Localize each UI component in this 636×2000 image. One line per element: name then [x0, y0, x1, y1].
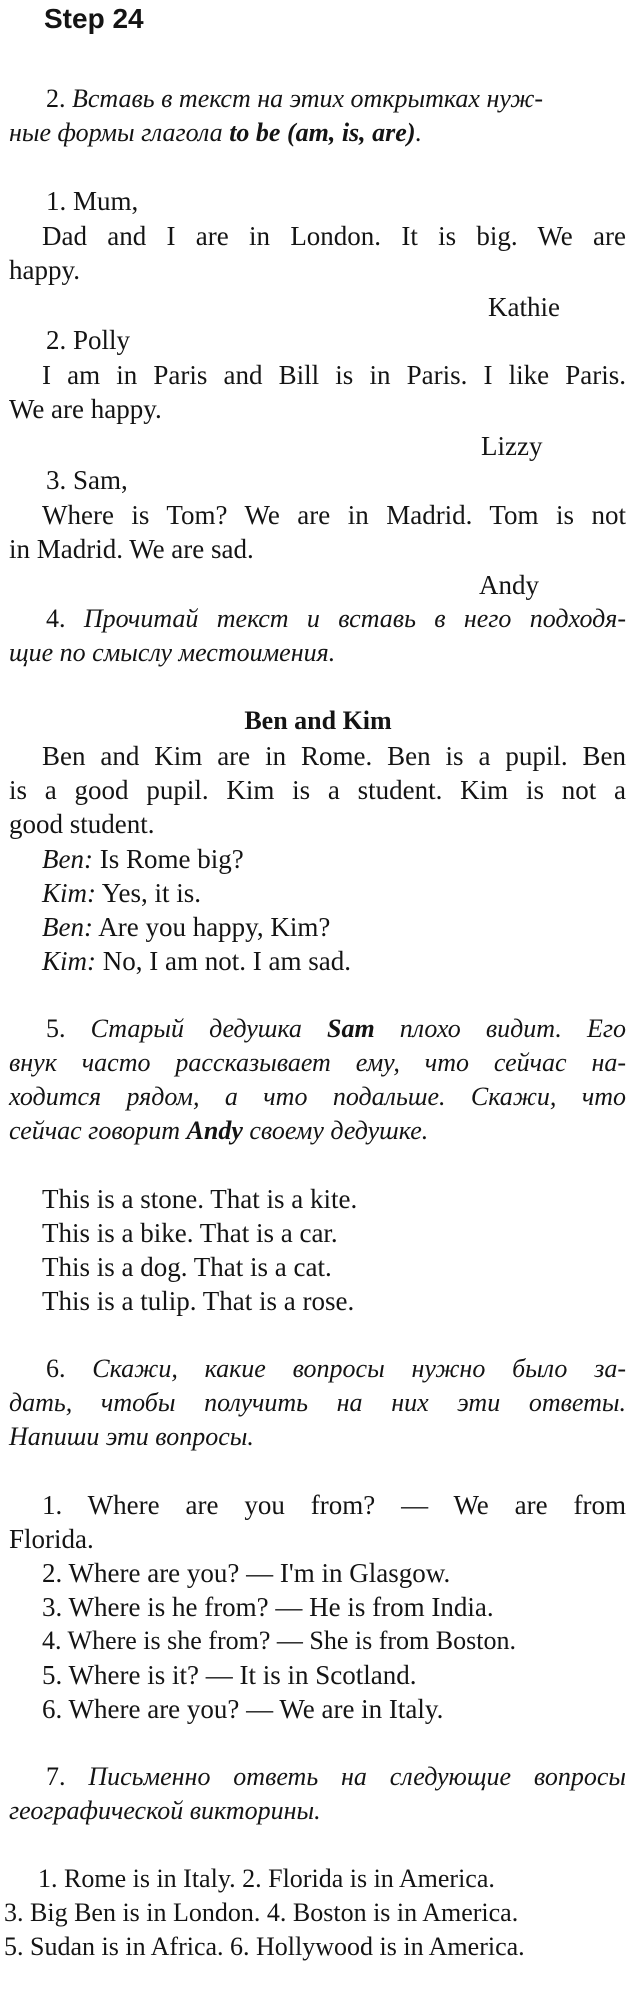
task5-text1c: плохо видит. Его	[374, 1014, 626, 1043]
task2-text1: Вставь в текст на этих открытках нуж-	[72, 84, 544, 113]
postcard1-greeting: 1. Mum,	[46, 186, 139, 216]
dialogue-line3	[42, 910, 626, 944]
task5-text1a: Старый дедушка	[90, 1014, 327, 1043]
dialogue-line2	[42, 876, 626, 910]
task5-instruction-line4	[9, 1114, 626, 1148]
story-title: Ben and Kim	[244, 706, 392, 735]
postcard2-signature: Lizzy	[481, 431, 543, 461]
postcard2-body1: I am in Paris and Bill is in Paris. I like Paris.	[42, 360, 626, 390]
task2-text2: ные формы глагола	[9, 118, 230, 147]
task7-number: 7.	[46, 1762, 66, 1791]
dialogue-line1	[42, 842, 626, 876]
task4-text1: Прочитай текст и вставь в него подходя-	[83, 604, 626, 633]
dialogue3-speaker: Ben:	[42, 912, 93, 942]
story-line3: good student.	[9, 809, 155, 839]
task5-answer4: This is a tulip. That is a rose.	[42, 1286, 355, 1316]
task6-answer4: 4. Where is she from? — She is from Boston.	[42, 1626, 516, 1655]
task6-instruction-line2: дать, чтобы получить на них эти ответы.	[9, 1388, 626, 1417]
task6-answer5: 5. Where is it? — It is in Scotland.	[42, 1660, 417, 1690]
task5-instruction-line3: ходится рядом, а что подальше. Скажи, что	[9, 1082, 626, 1111]
dialogue1-text: Is Rome big?	[92, 844, 244, 874]
task5-number: 5.	[46, 1014, 66, 1043]
postcard2-greeting: 2. Polly	[46, 325, 131, 355]
task5-name-andy: Andy	[186, 1116, 243, 1145]
task2-number: 2.	[46, 84, 66, 113]
postcard2-body2: We are happy.	[9, 394, 162, 424]
task6-answer2: 2. Where are you? — I'm in Glasgow.	[42, 1558, 451, 1588]
task2-text3: .	[415, 118, 422, 147]
task6-number: 6.	[46, 1354, 66, 1383]
task5-answer1: This is a stone. That is a kite.	[42, 1184, 358, 1214]
task5-name-sam: Sam	[327, 1014, 375, 1043]
task4-instruction-line2: щие по смыслу местоимения.	[9, 638, 336, 667]
task5-answer3: This is a dog. That is a cat.	[42, 1252, 332, 1282]
postcard3-greeting: 3. Sam,	[46, 465, 128, 495]
task2-instruction-line2	[9, 116, 626, 150]
dialogue-line4	[42, 944, 626, 978]
task7-text1: Письменно ответь на следующие вопросы	[88, 1762, 626, 1791]
dialogue4-text: No, I am not. I am sad.	[96, 946, 351, 976]
postcard1-body2: happy.	[9, 255, 80, 285]
task7-answer-line2: 3. Big Ben is in London. 4. Boston is in America.	[4, 1898, 519, 1927]
task5-text4a: сейчас говорит	[9, 1116, 187, 1145]
dialogue2-text: Yes, it is.	[96, 878, 202, 908]
dialogue4-speaker: Kim:	[42, 946, 96, 976]
story-line1: Ben and Kim are in Rome. Ben is a pupil. Ben	[42, 741, 626, 771]
dialogue3-text: Are you happy, Kim?	[92, 912, 331, 942]
task4-instruction-line1	[46, 602, 626, 636]
task5-instruction-line2: внук часто рассказывает ему, что сейчас на-	[9, 1048, 626, 1077]
postcard1-body1: Dad and I are in London. It is big. We are	[42, 221, 626, 251]
dialogue2-speaker: Kim:	[42, 878, 96, 908]
postcard3-signature: Andy	[479, 570, 539, 600]
task6-answer6: 6. Where are you? — We are in Italy.	[42, 1694, 444, 1724]
task6-answer3: 3. Where is he from? — He is from India.	[42, 1592, 494, 1622]
task2-verb: to be (am, is, are)	[229, 118, 416, 147]
task6-text1: Скажи, какие вопросы нужно было за-	[92, 1354, 626, 1383]
task5-answer2: This is a bike. That is a car.	[42, 1218, 338, 1248]
task7-instruction-line1	[46, 1760, 626, 1794]
task6-answer1: 1. Where are you from? — We are from	[42, 1490, 626, 1520]
task7-instruction-line2: географической викторины.	[9, 1796, 321, 1825]
task5-instruction-line1	[46, 1012, 626, 1046]
task7-answer-line1: 1. Rome is in Italy. 2. Florida is in America.	[38, 1864, 495, 1893]
dialogue1-speaker: Ben:	[42, 844, 93, 874]
story-line2: is a good pupil. Kim is a student. Kim is not a	[9, 775, 626, 805]
postcard3-body1: Where is Tom? We are in Madrid. Tom is not	[42, 500, 626, 530]
task2-instruction-line1	[46, 82, 626, 116]
task6-instruction-line3: Напиши эти вопросы.	[9, 1422, 254, 1451]
task4-number: 4.	[46, 604, 66, 633]
task6-instruction-line1	[46, 1352, 626, 1386]
postcard3-body2: in Madrid. We are sad.	[9, 534, 254, 564]
step-heading: Step 24	[44, 3, 144, 34]
task7-answer-line3: 5. Sudan is in Africa. 6. Hollywood is in America.	[4, 1932, 525, 1961]
task5-text4c: своему дедушке.	[242, 1116, 429, 1145]
task6-answer1-cont: Florida.	[9, 1524, 94, 1554]
postcard1-signature: Kathie	[488, 292, 560, 322]
